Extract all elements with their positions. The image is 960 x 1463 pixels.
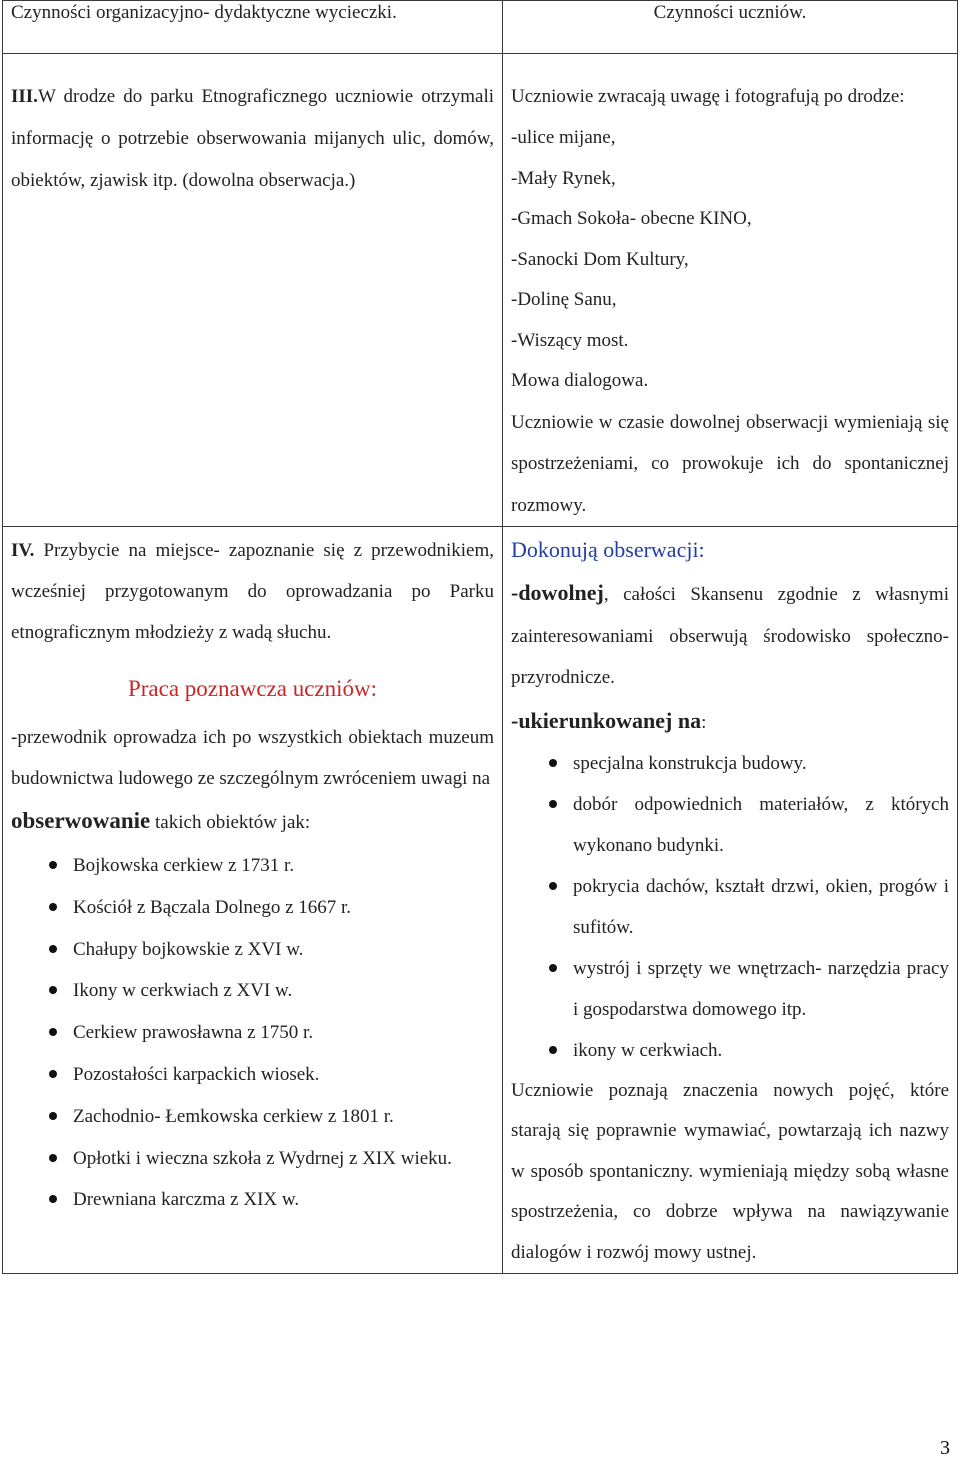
guide-text: -przewodnik oprowadza ich po wszystkich obiektach muzeum budownictwa ludowego ze szczególnym zwróceniem uwagi na bbox=[11, 727, 494, 789]
object-label: Opłotki i wieczna szkoła z Wydrnej z XIX wieku. bbox=[73, 1147, 452, 1169]
object-label: Chałupy bojkowskie z XVI w. bbox=[73, 938, 304, 960]
directed-label: specjalna konstrukcja budowy. bbox=[573, 752, 807, 774]
route-item: -Sanocki Dom Kultury, bbox=[511, 248, 689, 270]
dowolnej-paragraph bbox=[511, 572, 949, 699]
object-label: Ikony w cerkwiach z XVI w. bbox=[73, 980, 293, 1002]
object-label: Cerkiew prawosławna z 1750 r. bbox=[73, 1022, 314, 1044]
page-number: 3 bbox=[940, 1437, 950, 1459]
object-item bbox=[11, 929, 494, 971]
bullet-icon bbox=[49, 945, 57, 953]
bullet-icon bbox=[49, 1028, 57, 1036]
section-number-iv: IV. bbox=[11, 540, 35, 561]
section-number-iii: III. bbox=[11, 86, 38, 107]
row-iii-left bbox=[3, 54, 503, 527]
bullet-icon bbox=[549, 882, 557, 890]
header-col2: Czynności uczniów. bbox=[653, 2, 807, 23]
directed-item bbox=[511, 948, 949, 1030]
dokonuja-heading: Dokonują obserwacji: bbox=[511, 537, 705, 562]
row-iv-description: Przybycie na miejsce- zapoznanie się z przewodnikiem, wcześniej przygotowanym do oprowadzania po Parku etnograficznym młodzieży z wadą słuchu. bbox=[11, 540, 494, 643]
observe-rest: takich obiektów jak: bbox=[150, 812, 311, 833]
directed-observation-list bbox=[511, 743, 949, 1071]
bullet-icon bbox=[49, 986, 57, 994]
route-item: -Wiszący most. bbox=[511, 329, 629, 351]
observe-line bbox=[11, 799, 494, 845]
bullet-icon bbox=[49, 1154, 57, 1162]
directed-label: ikony w cerkwiach. bbox=[573, 1039, 723, 1061]
object-item bbox=[11, 1012, 494, 1054]
row-iii-right bbox=[503, 54, 958, 527]
bullet-icon bbox=[549, 1046, 557, 1054]
row-iv-right bbox=[503, 527, 958, 1274]
dowolnej-word: -dowolnej bbox=[511, 580, 604, 605]
directed-item bbox=[511, 784, 949, 866]
objects-list bbox=[11, 845, 494, 1221]
route-item: -Mały Rynek, bbox=[511, 167, 616, 189]
directed-item bbox=[511, 1030, 949, 1071]
ukierunkowanej-word: -ukierunkowanej na bbox=[511, 707, 702, 733]
row-iii-intro: Uczniowie zwracają uwagę i fotografują po drodze: bbox=[511, 86, 905, 107]
object-label: Drewniana karczma z XIX w. bbox=[73, 1189, 300, 1211]
bullet-icon bbox=[49, 1112, 57, 1120]
object-item bbox=[11, 1096, 494, 1138]
object-label: Kościół z Bączala Dolnego z 1667 r. bbox=[73, 896, 352, 918]
object-item bbox=[11, 1054, 494, 1096]
object-item bbox=[11, 970, 494, 1012]
praca-heading: Praca poznawcza uczniów: bbox=[127, 676, 378, 701]
row-iv-right-outro: Uczniowie poznają znaczenia nowych pojęć, które starają się poprawnie wymawiać, powtarzają ich nazwy w sposób spontaniczny. wymieniają między sobą własne spostrzeżenia, co dobrze wpływa na nawiązywanie dialogów i rozwój mowy ustnej. bbox=[511, 1079, 949, 1263]
directed-item bbox=[511, 866, 949, 948]
route-item: -Dolinę Sanu, bbox=[511, 289, 617, 310]
bullet-icon bbox=[49, 861, 57, 869]
row-iii-left-text bbox=[11, 76, 494, 202]
bullet-icon bbox=[49, 903, 57, 911]
header-col1: Czynności organizacyjno- dydaktyczne wycieczki. bbox=[11, 2, 397, 23]
bullet-icon bbox=[549, 800, 557, 808]
object-label: Zachodnio- Łemkowska cerkiew z 1801 r. bbox=[73, 1105, 394, 1127]
dowolnej-rest: , całości Skansenu zgodnie z własnymi zainteresowaniami obserwują środowisko społeczno- przyrodnicze. bbox=[511, 584, 949, 688]
directed-item bbox=[511, 743, 949, 784]
lesson-plan-table bbox=[2, 0, 958, 1274]
bullet-icon bbox=[49, 1195, 57, 1203]
header-row bbox=[3, 1, 958, 54]
object-item bbox=[11, 845, 494, 887]
row-iii bbox=[3, 54, 958, 527]
object-item bbox=[11, 1138, 494, 1180]
route-item: -Gmach Sokoła- obecne KINO, bbox=[511, 208, 752, 229]
row-iii-description: W drodze do parku Etnograficznego uczniowie otrzymali informację o potrzebie obserwowania mijanych ulic, domów, obiektów, zjawisk itp. (dowolna obserwacja.) bbox=[11, 86, 494, 191]
ukierunkowanej-colon: : bbox=[701, 711, 707, 733]
bullet-icon bbox=[549, 964, 557, 972]
route-item: -ulice mijane, bbox=[511, 127, 616, 148]
ukierunkowanej-line bbox=[511, 701, 949, 743]
row-iii-outro: Uczniowie w czasie dowolnej obserwacji wymieniają się spostrzeżeniami, co prowokuje ich do spontanicznej rozmowy. bbox=[511, 411, 949, 516]
header-cell-students bbox=[503, 1, 958, 54]
object-item bbox=[11, 887, 494, 929]
bullet-icon bbox=[49, 1070, 57, 1078]
bullet-icon bbox=[549, 759, 557, 767]
object-label: Pozostałości karpackich wiosek. bbox=[73, 1063, 320, 1085]
object-item bbox=[11, 1179, 494, 1221]
row-iv-left bbox=[3, 527, 503, 1274]
row-iii-route-list bbox=[511, 118, 949, 402]
mowa-label: Mowa dialogowa. bbox=[511, 370, 649, 391]
directed-label: wystrój i sprzęty we wnętrzach- narzędzia pracy i gospodarstwa domowego itp. bbox=[573, 957, 949, 1020]
row-iv bbox=[3, 527, 958, 1274]
object-label: Bojkowska cerkiew z 1731 r. bbox=[73, 855, 295, 876]
row-iv-left-text bbox=[11, 530, 494, 653]
directed-label: dobór odpowiednich materiałów, z których wykonano budynki. bbox=[573, 793, 949, 856]
directed-label: pokrycia dachów, kształt drzwi, okien, progów i sufitów. bbox=[573, 875, 949, 938]
observe-word: obserwowanie bbox=[11, 808, 151, 833]
header-cell-activities bbox=[3, 1, 503, 54]
